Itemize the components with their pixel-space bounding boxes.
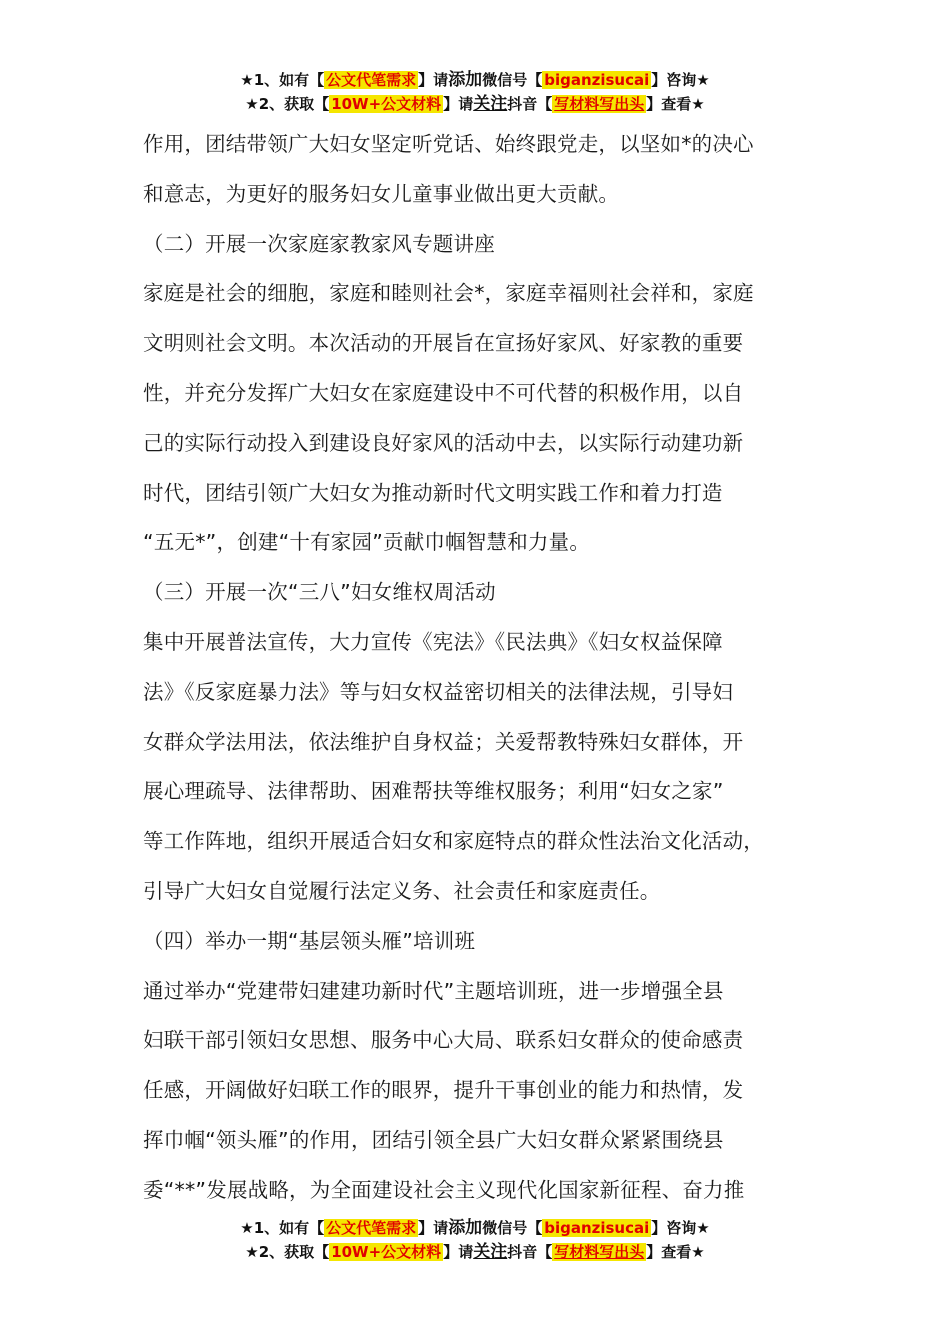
body-line: 展心理疏导、法律帮助、困难帮扶等维权服务；利用“妇女之家” — [143, 779, 724, 804]
banner-line-2: ★2、获取【 10W+公文材料 】请关注抖音【 写材料写出头 】查看★ — [245, 1242, 705, 1262]
body-line: 家庭是社会的细胞，家庭和睦则社会*，家庭幸福则社会祥和，家庭 — [143, 281, 754, 306]
star-icon: ★ — [245, 1243, 259, 1261]
header-banner — [0, 68, 950, 116]
body-line: 作用，团结带领广大妇女坚定听党话、始终跟党走，以坚如*的决心 — [143, 132, 754, 156]
section-heading: （四）举办一期“基层领头雁”培训班 — [143, 928, 476, 953]
body-line: 和意志，为更好的服务妇女儿童事业做出更大贡献。 — [143, 181, 620, 206]
body-line: 己的实际行动投入到建设良好家风的活动中去，以实际行动建功新 — [143, 430, 744, 455]
body-line: 挥巾帼“领头雁”的作用，团结引领全县广大妇女群众紧紧围绕县 — [143, 1127, 724, 1152]
section-heading: （二）开展一次家庭家教家风专题讲座 — [143, 231, 495, 256]
star-icon: ★ — [245, 95, 259, 113]
body-line: 引导广大妇女自觉履行法定义务、社会责任和家庭责任。 — [143, 878, 661, 903]
body-line: 法》《反家庭暴力法》等与妇女权益密切相关的法律法规，引导妇 — [143, 679, 734, 704]
highlight-materials: 10W+公文材料 — [331, 1243, 442, 1261]
footer-banner — [0, 1216, 950, 1264]
body-line: 文明则社会文明。本次活动的开展旨在宣扬好家风、好家教的重要 — [143, 331, 744, 356]
body-line: 任感，开阔做好妇联工作的眼界，提升干事创业的能力和热情，发 — [143, 1078, 744, 1103]
douyin-account: 写材料写出头 — [554, 1243, 645, 1261]
douyin-account: 写材料写出头 — [554, 95, 645, 113]
body-line: 妇联干部引领妇女思想、服务中心大局、联系妇女群众的使命感责 — [143, 1028, 744, 1053]
highlight-service: 公文代笔需求 — [326, 1219, 417, 1237]
body-line: 委“**”发展战略，为全面建设社会主义现代化国家新征程、奋力推 — [143, 1177, 745, 1202]
highlight-service: 公文代笔需求 — [326, 71, 417, 89]
body-line: “五无*”，创建“十有家园”贡献巾帼智慧和力量。 — [143, 530, 591, 555]
body-line: 通过举办“党建带妇建建功新时代”主题培训班，进一步增强全县 — [143, 978, 724, 1003]
document-body — [143, 120, 833, 1216]
banner-line-1: ★1、如有【 公文代笔需求 】请添加微信号【 biganzisucai 】咨询★ — [240, 70, 710, 90]
star-icon: ★ — [240, 71, 254, 89]
star-icon: ★ — [240, 1219, 254, 1237]
banner-line-2: ★2、获取【 10W+公文材料 】请关注抖音【 写材料写出头 】查看★ — [245, 94, 705, 114]
body-line: 时代，团结引领广大妇女为推动新时代文明实践工作和着力打造 — [143, 480, 723, 505]
body-line: 女群众学法用法，依法维护自身权益；关爱帮教特殊妇女群体，开 — [143, 729, 744, 754]
wechat-id: biganzisucai — [544, 71, 650, 89]
highlight-materials: 10W+公文材料 — [331, 95, 442, 113]
wechat-id: biganzisucai — [544, 1219, 650, 1237]
section-heading: （三）开展一次“三八”妇女维权周活动 — [143, 580, 496, 605]
banner-line-1: ★1、如有【 公文代笔需求 】请添加微信号【 biganzisucai 】咨询★ — [240, 1218, 710, 1238]
body-line: 集中开展普法宣传，大力宣传《宪法》《民法典》《妇女权益保障 — [143, 629, 723, 654]
body-line: 性，并充分发挥广大妇女在家庭建设中不可代替的积极作用，以自 — [143, 380, 744, 405]
body-line: 等工作阵地，组织开展适合妇女和家庭特点的群众性法治文化活动， — [143, 829, 764, 854]
